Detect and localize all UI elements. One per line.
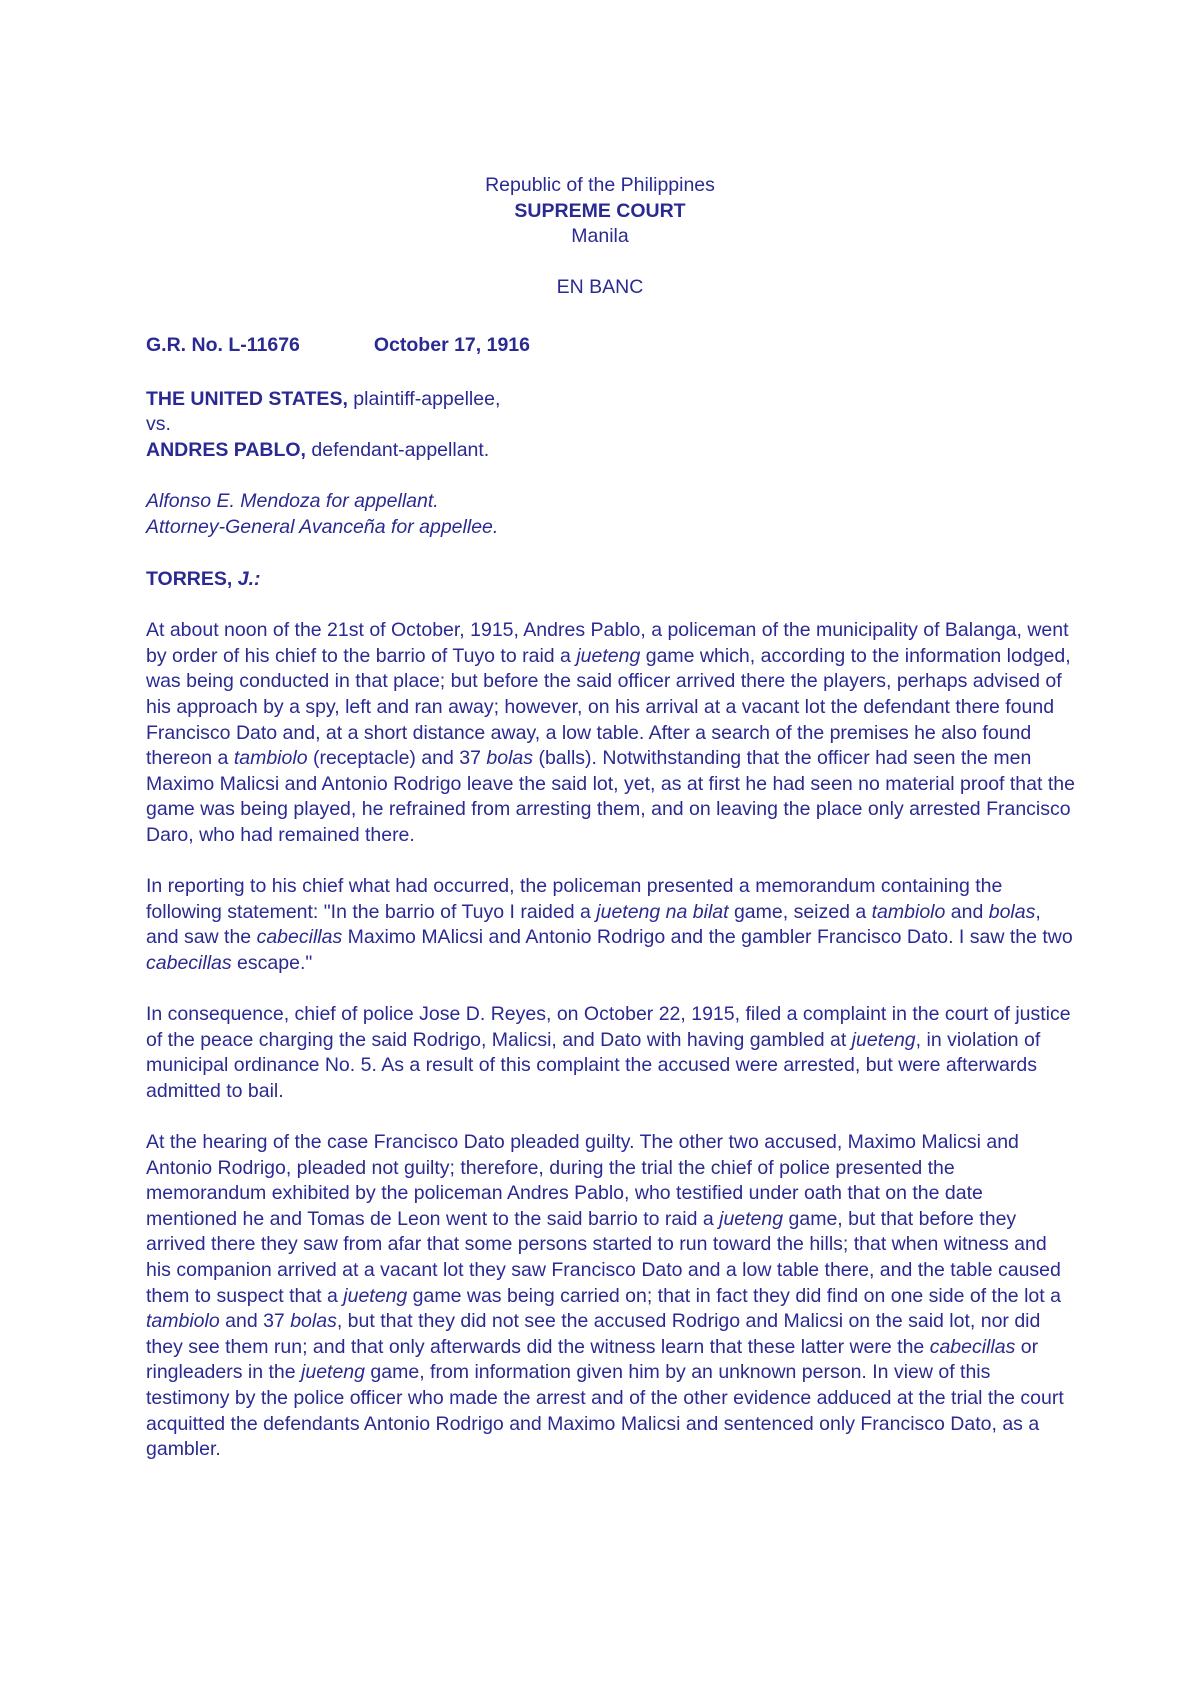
defendant-line bbox=[146, 438, 1076, 464]
case-line bbox=[146, 333, 1076, 359]
italic-term: bolas bbox=[290, 1310, 337, 1333]
italic-term: jueteng bbox=[719, 1207, 784, 1230]
counsel-appellee: Attorney-General Avanceña for appellee. bbox=[146, 515, 499, 538]
decision-paragraph bbox=[146, 874, 1076, 976]
decision-body bbox=[146, 333, 1076, 1463]
paragraph-text: (receptacle) and 37 bbox=[307, 747, 487, 770]
paragraph-text: and 37 bbox=[219, 1310, 291, 1333]
paragraph-text: game, from information given him by an unknown person. In view of this testimony by the police officer who made the arrest and of the other evidence adduced at the trial the court acquitted the defendants Antonio Rodrigo and Maximo Malicsi and sentenced only Francisco Dato, as a gambler. bbox=[146, 1361, 1064, 1461]
italic-term: bolas bbox=[988, 900, 1036, 923]
decision-paragraphs bbox=[146, 618, 1076, 1463]
court-city: Manila bbox=[571, 225, 629, 248]
paragraph-text: In consequence, chief of police Jose D. Reyes, on October 22, 1915, filed a complaint in the court of justice of the peace charging the said Rodrigo, Malicsi, and Dato with having gambled at bbox=[146, 1003, 1071, 1051]
counsel-appellant: Alfonso E. Mendoza for appellant. bbox=[146, 490, 439, 513]
case-number: G.R. No. L-11676 bbox=[146, 334, 300, 356]
decision-paragraph bbox=[146, 1002, 1076, 1104]
paragraph-text: In reporting to his chief what had occurred, the policeman presented a memorandum containing the following statement: "In the barrio of Tuyo I raided a bbox=[146, 875, 1003, 923]
paragraph-text: , but that they did not see the accused Rodrigo and Malicsi on the said lot, nor did they see them run; and that only afterwards did the witness learn that these latter were the bbox=[146, 1310, 1041, 1358]
court-header bbox=[0, 173, 1200, 301]
italic-term: tambiolo bbox=[146, 1310, 220, 1333]
paragraph-text: At the hearing of the case Francisco Dato pleaded guilty. The other two accused, Maximo Malicsi and Antonio Rodrigo, pleaded not guilty; therefore, during the trial the chief of police presented the memorandum exhibited by the policeman Andres Pablo, who testified under oath that on the date mentioned he and Tomas de Leon went to the said barrio to raid a bbox=[146, 1131, 1019, 1230]
italic-term: jueteng bbox=[851, 1028, 916, 1051]
paragraph-text: escape." bbox=[231, 951, 313, 974]
court-name: SUPREME COURT bbox=[514, 199, 686, 222]
italic-term: jueteng bbox=[301, 1361, 365, 1384]
counsel-block bbox=[146, 489, 1076, 540]
italic-term: bolas bbox=[486, 747, 534, 770]
paragraph-text: Maximo MAlicsi and Antonio Rodrigo and the gambler Francisco Dato. I saw the two bbox=[342, 926, 1073, 949]
decision-paragraph bbox=[146, 1130, 1076, 1463]
paragraph-text: (balls). Notwithstanding that the officer had seen the men Maximo Malicsi and Antonio Rodrigo leave the said lot, yet, as at first he had seen no material proof that the game was being played, he refrained from arresting them, and on leaving the place only arrested Francisco Daro, who had remained there. bbox=[146, 747, 1075, 846]
defendant-role: defendant-appellant. bbox=[305, 438, 490, 461]
paragraph-text: At about noon of the 21st of October, 1915, Andres Pablo, a policeman of the municipality of Balanga, went by order of his chief to the barrio of Tuyo to raid a bbox=[146, 619, 1069, 667]
plaintiff-line bbox=[146, 387, 1076, 413]
plaintiff-name: THE UNITED STATES, bbox=[146, 387, 348, 410]
ponente-title: J.: bbox=[237, 567, 261, 590]
versus-line: vs. bbox=[146, 413, 171, 436]
paragraph-text: game, seized a bbox=[728, 900, 872, 923]
paragraph-text: game, but that before they arrived there they saw from afar that some persons started to run toward the hills; that when witness and his companion arrived at a vacant lot they saw Francisco Dato and a low table there, and the table caused them to suspect that a bbox=[146, 1207, 1061, 1307]
parties-block bbox=[146, 387, 1076, 464]
italic-term: jueteng na bilat bbox=[596, 900, 729, 923]
italic-term: jueteng bbox=[343, 1284, 408, 1307]
italic-term: tambiolo bbox=[233, 747, 308, 770]
paragraph-text: , and saw the bbox=[146, 900, 1041, 949]
ponente-name: TORRES, bbox=[146, 567, 238, 590]
defendant-name: ANDRES PABLO, bbox=[146, 438, 306, 461]
italic-term: cabecillas bbox=[146, 951, 232, 974]
republic-line: Republic of the Philippines bbox=[485, 174, 715, 196]
decision-paragraph bbox=[146, 618, 1076, 848]
paragraph-text: and bbox=[945, 900, 989, 923]
paragraph-text: game which, according to the information lodged, was being conducted in that place; but before the said officer arrived there the players, perhaps advised of his approach by a spy, left and ran away; however, on his arrival at a vacant lot the defendant there found Francisco Dato and, at a short distance away, a low table. After a search of the premises he also found thereon a bbox=[146, 644, 1071, 770]
italic-term: cabecillas bbox=[929, 1335, 1016, 1358]
italic-term: cabecillas bbox=[256, 926, 343, 949]
italic-term: tambiolo bbox=[871, 900, 946, 923]
paragraph-text: game was being carried on; that in fact they did find on one side of the lot a bbox=[407, 1284, 1061, 1307]
italic-term: jueteng bbox=[576, 644, 641, 667]
plaintiff-role: plaintiff-appellee, bbox=[347, 387, 501, 410]
ponente-line bbox=[146, 567, 1076, 593]
paragraph-text: , in violation of municipal ordinance No. 5. As a result of this complaint the accused were arrested, but were afterwards admitted to bail. bbox=[146, 1028, 1041, 1102]
paragraph-text: or ringleaders in the bbox=[146, 1335, 1039, 1384]
court-division: EN BANC bbox=[556, 276, 644, 299]
case-date: October 17, 1916 bbox=[373, 334, 530, 356]
